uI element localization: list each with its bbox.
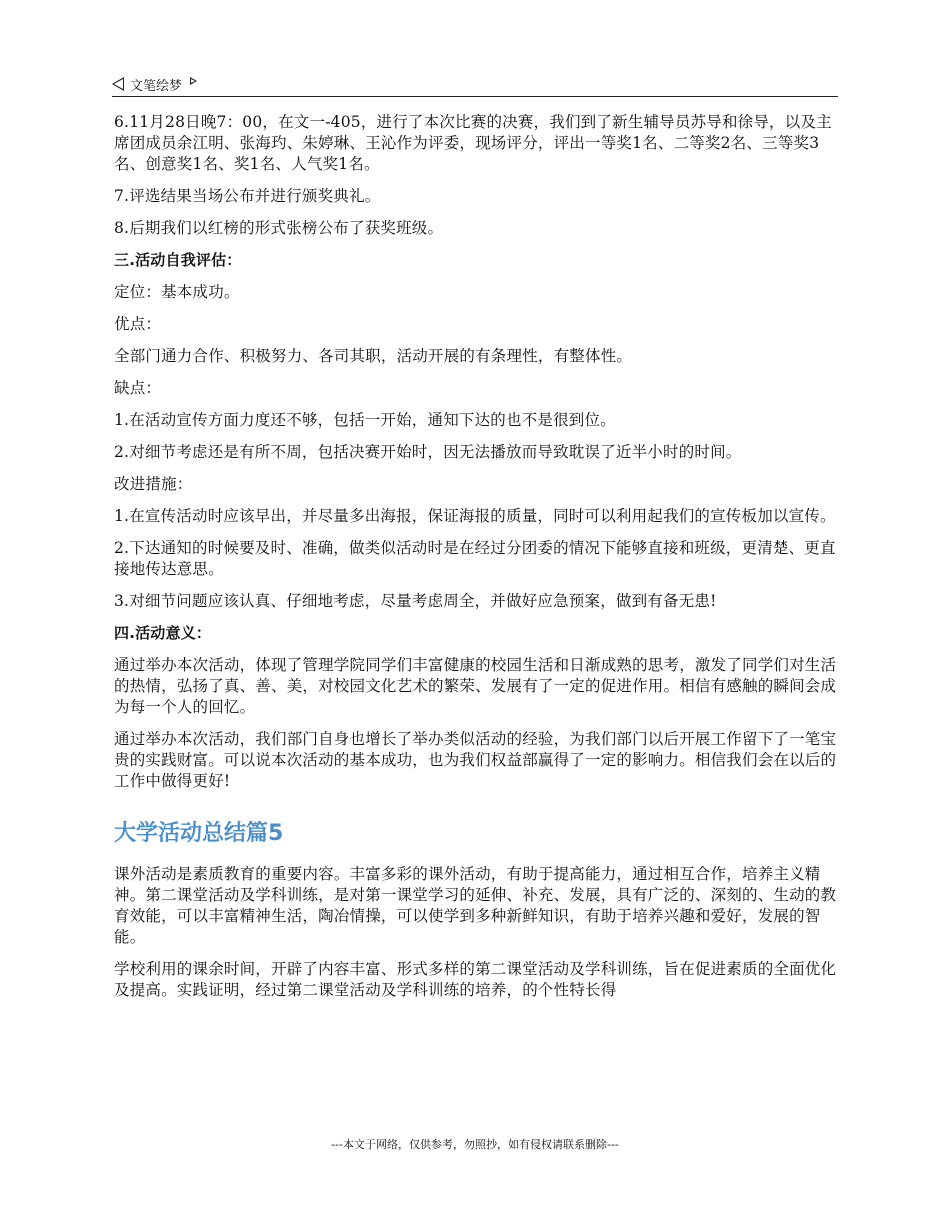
header-title: 文笔绘梦 <box>130 78 183 94</box>
section4-heading: 四.活动意义： <box>114 624 212 642</box>
flaw-item-1: 1.在活动宣传方面力度还不够，包括一开始，通知下达的也不是很到位。 <box>114 411 616 429</box>
positioning-text: 定位：基本成功。 <box>114 283 240 301</box>
merits-text: 全部门通力合作、积极努力、各司其职，活动开展的有条理性，有整体性。 <box>114 347 633 365</box>
section3-heading: 三.活动自我评估： <box>114 251 242 269</box>
back-triangle-icon <box>112 77 124 91</box>
page-header <box>112 72 838 97</box>
improvement-item-2: 2.下达通知的时候要及时、准确，做类似活动时是在经过分团委的情况下能够直接和班级，更清楚、更直接地传达意思。 <box>114 539 836 578</box>
page-footer: ---本文于网络，仅供参考，勿照抄，如有侵权请联系删除--- <box>331 1138 619 1151</box>
section5-paragraph-2: 学校利用的课余时间，开辟了内容丰富、形式多样的第二课堂活动及学科训练，旨在促进素质的全面优化及提高。实践证明，经过第二课堂活动及学科训练的培养，的个性特长得 <box>114 960 837 999</box>
paragraph-item-7: 7.评选结果当场公布并进行颁奖典礼。 <box>114 187 381 205</box>
flaw-item-2: 2.对细节考虑还是有所不周，包括决赛开始时，因无法播放而导致耽误了近半小时的时间。 <box>114 443 742 461</box>
improvement-item-3: 3.对细节问题应该认真、仔细地考虑，尽量考虑周全，并做好应急预案，做到有备无患! <box>114 592 717 610</box>
document-body <box>114 112 838 1012</box>
paragraph-item-6: 6.11月28日晚7：00，在文一-405，进行了本次比赛的决赛，我们到了新生辅导员苏导和徐导，以及主席团成员余江明、张海玓、朱婷琳、王沁作为评委，现场评分，评出一等奖1名、二等奖2名、三等奖3名、创意奖1名、奖1名、人气奖1名。 <box>114 113 832 173</box>
paragraph-item-8: 8.后期我们以红榜的形式张榜公布了获奖班级。 <box>114 219 444 237</box>
improvement-item-1: 1.在宣传活动时应该早出，并尽量多出海报，保证海报的质量，同时可以利用起我们的宣传板加以宣传。 <box>114 507 836 525</box>
merits-label: 优点： <box>114 315 162 333</box>
improve-label: 改进措施： <box>114 475 193 493</box>
flaws-label: 缺点： <box>114 379 162 397</box>
significance-paragraph-2: 通过举办本次活动，我们部门自身也增长了举办类似活动的经验，为我们部门以后开展工作留下了一笔宝贵的实践财富。可以说本次活动的基本成功，也为我们权益部赢得了一定的影响力。相信我们会在以后的工作中做得更好! <box>114 730 837 790</box>
section5-paragraph-1: 课外活动是素质教育的重要内容。丰富多彩的课外活动，有助于提高能力，通过相互合作，培养主义精神。第二课堂活动及学科训练，是对第一课堂学习的延伸、补充、发展，具有广泛的、深刻的、生动的教育效能，可以丰富精神生活，陶冶情操，可以使学到多种新鲜知识，有助于培养兴趣和爱好，发展的智能。 <box>114 865 837 946</box>
forward-triangle-icon <box>190 77 197 85</box>
significance-paragraph-1: 通过举办本次活动，体现了管理学院同学们丰富健康的校园生活和日渐成熟的思考，激发了同学们对生活的热情，弘扬了真、善、美，对校园文化艺术的繁荣、发展有了一定的促进作用。相信有感触的瞬间会成为每一个人的回忆。 <box>114 656 837 716</box>
section5-title: 大学活动总结篇5 <box>114 821 284 846</box>
